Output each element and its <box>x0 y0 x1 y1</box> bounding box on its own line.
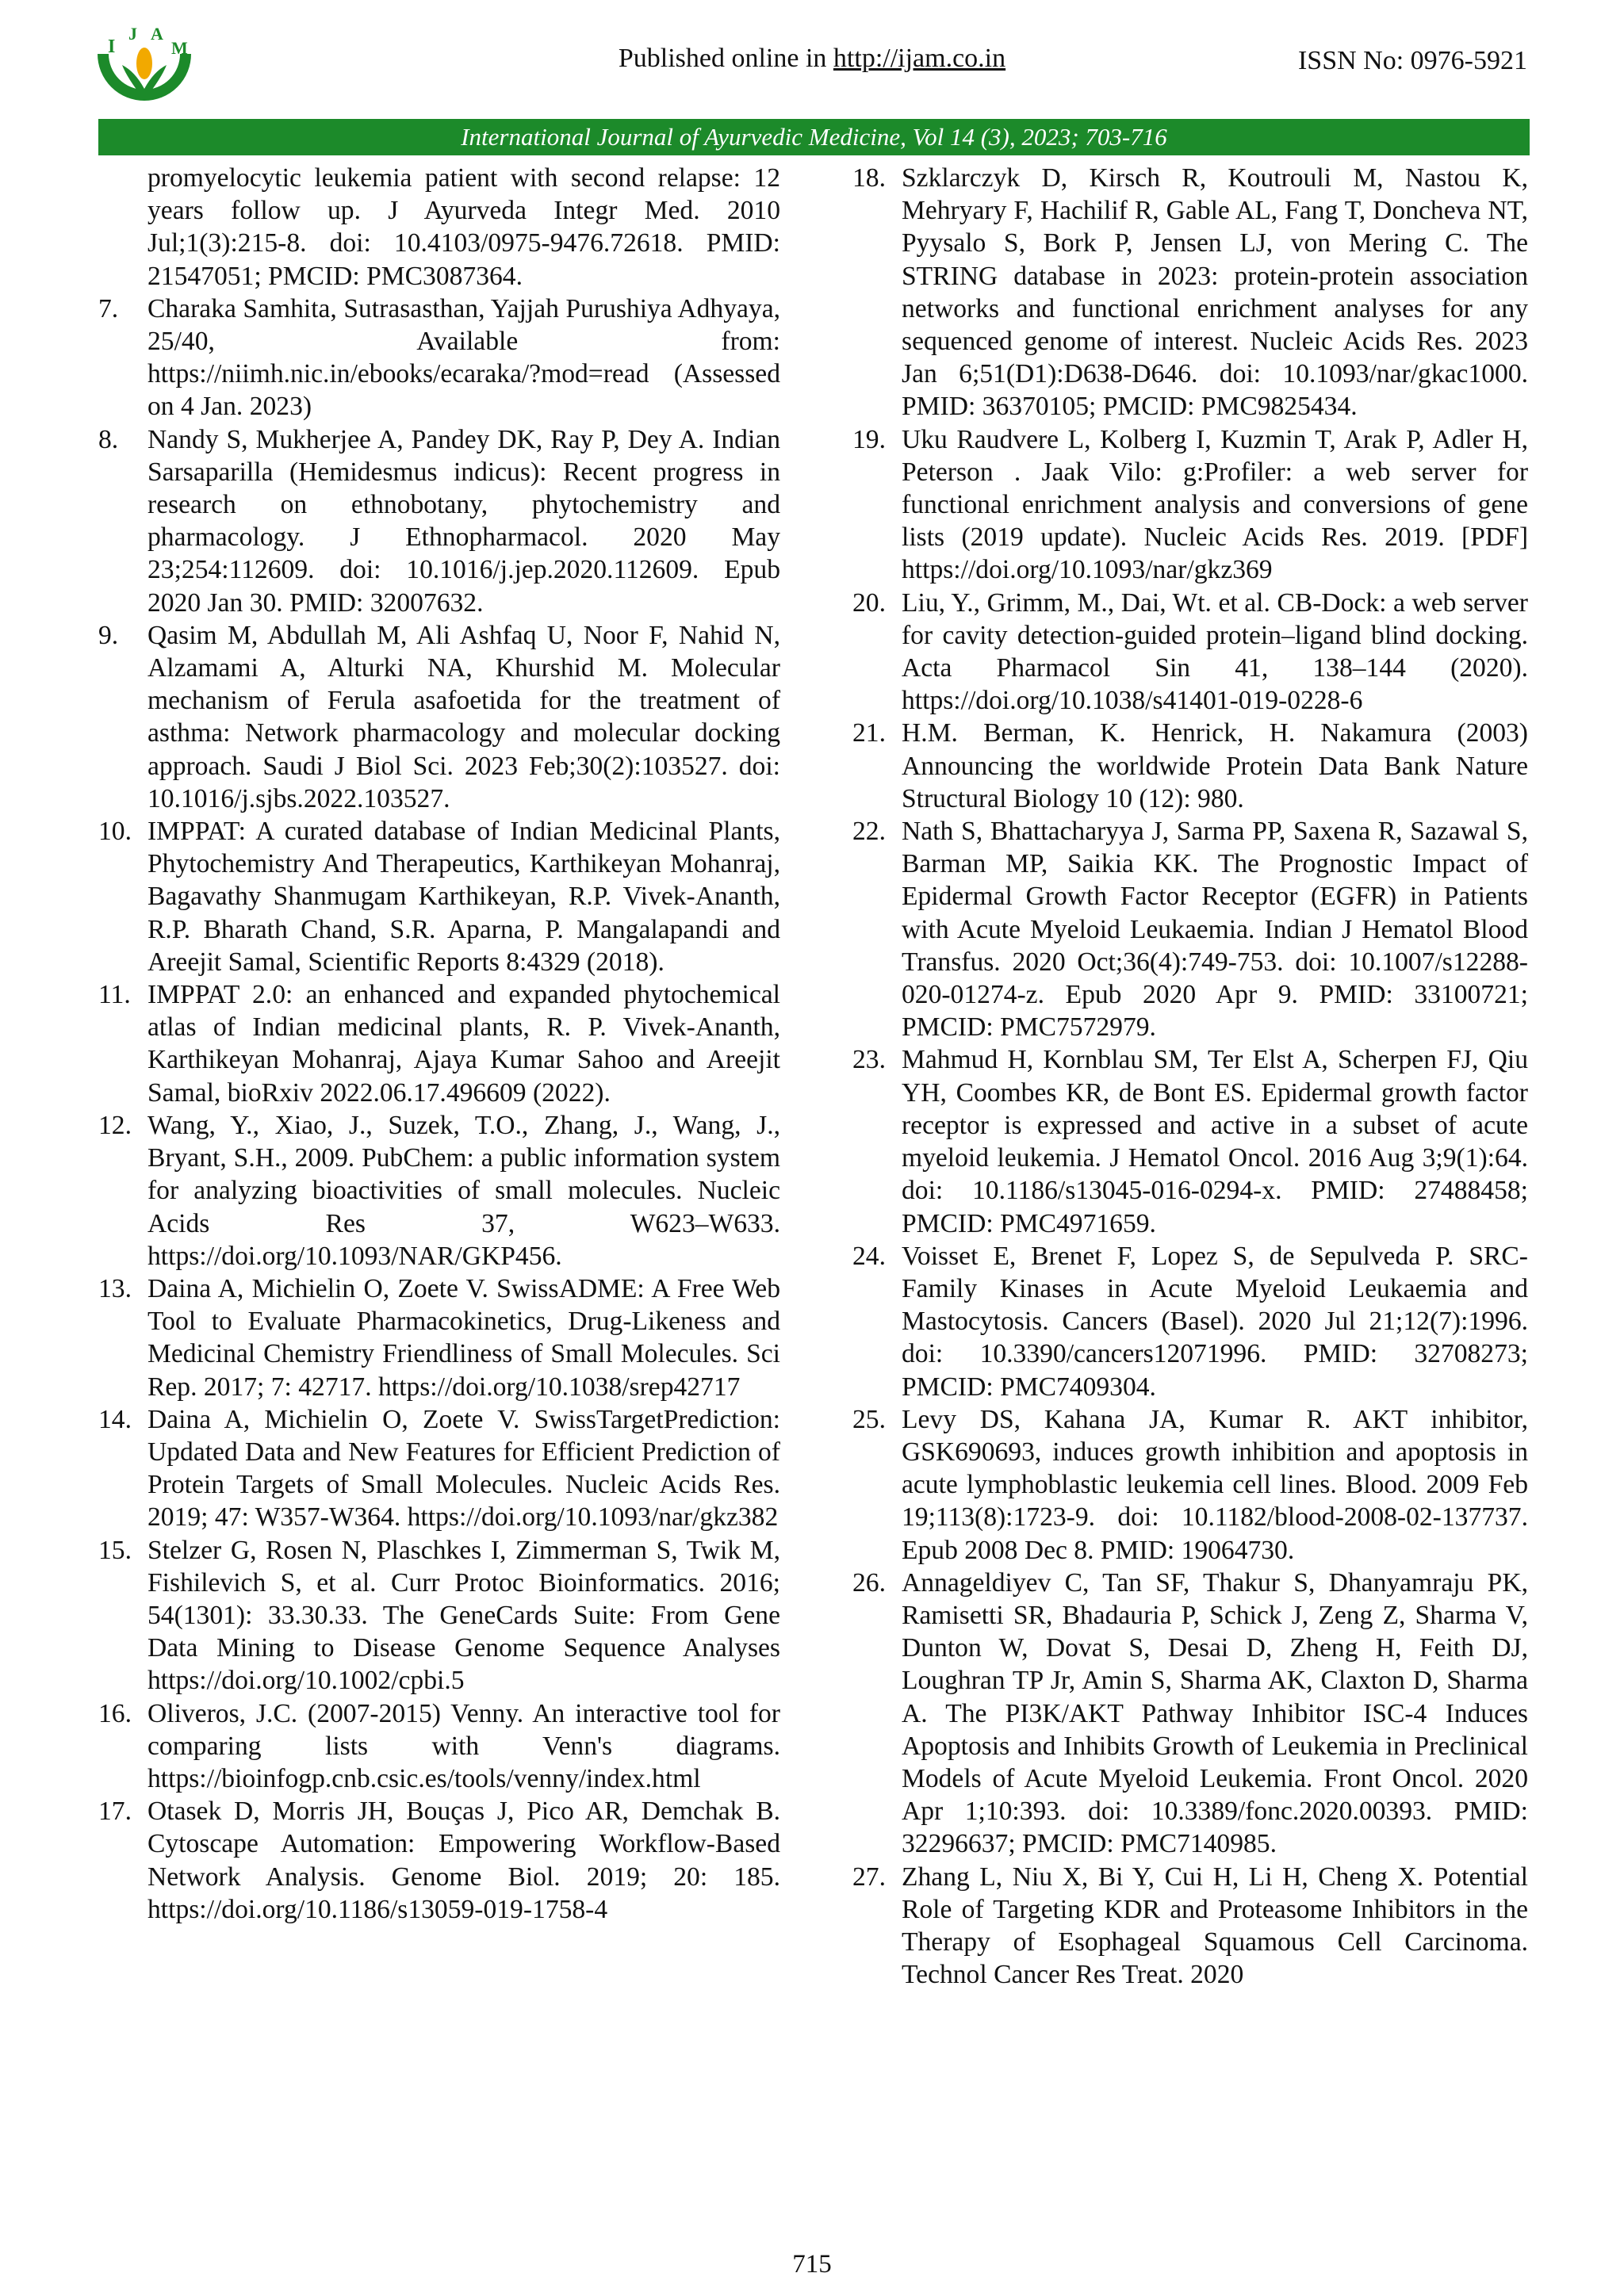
reference-number: 11. <box>98 980 131 1010</box>
reference-number: 21. <box>852 718 886 748</box>
logo-letter-i: I <box>108 36 116 57</box>
reference-text: Daina A, Michielin O, Zoete V. SwissADME: A Free Web Tool to Evaluate Pharmacokinetics, Drug-Likeness and Medicinal Chemistry Friendliness of Small Molecules. Sci Rep. 2017; 7: 42717. https://doi.org/10.1038/srep42717 <box>147 1273 780 1402</box>
reference-item <box>98 1697 780 1796</box>
journal-url-link[interactable]: http://ijam.co.in <box>833 44 1006 73</box>
reference-text: Oliveros, J.C. (2007-2015) Venny. An interactive tool for comparing lists with Venn's diagrams. https://bioinfogp.cnb.csic.es/tools/venny/index.html <box>147 1698 780 1793</box>
reference-text: Nath S, Bhattacharyya J, Sarma PP, Saxena R, Sazawal S, Barman MP, Saikia KK. The Prognostic Impact of Epidermal Growth Factor Receptor (EGFR) in Patients with Acute Myeloid Leukaemia. Indian J Hematol Blood Transfus. 2020 Oct;36(4):749-753. doi: 10.1007/s12288-020-01274-z. Epub 2020 Apr 9. PMID: 33100721; PMCID: PMC7572979. <box>902 817 1528 1043</box>
reference-item <box>98 423 780 619</box>
reference-item <box>852 1240 1528 1403</box>
reference-text: IMPPAT: A curated database of Indian Medicinal Plants, Phytochemistry And Therapeutics, Karthikeyan Mohanraj, Bagavathy Shanmugam Karthikeyan, R.P. Vivek-Ananth, R.P. Bharath Chand, S.R. Aparna, P. Mangalapandi and Areejit Samal, Scientific Reports 8:4329 (2018). <box>147 817 780 977</box>
reference-text: Stelzer G, Rosen N, Plaschkes I, Zimmerman S, Twik M, Fishilevich S, et al. Curr Protoc Bioinformatics. 2016; 54(1301): 33.30.33. The GeneCards Suite: From Gene Data Mining to Disease Genome Sequence Analyses https://doi.org/10.1002/cpbi.5 <box>147 1535 780 1696</box>
logo-letter-a: A <box>151 24 163 44</box>
reference-text: IMPPAT 2.0: an enhanced and expanded phytochemical atlas of Indian medicinal plants, R. P. Vivek-Ananth, Karthikeyan Mohanraj, Ajaya Kumar Sahoo and Areejit Samal, bioRxiv 2022.06.17.496609 (2022). <box>147 980 780 1108</box>
reference-text: Uku Raudvere L, Kolberg I, Kuzmin T, Arak P, Adler H, Peterson . Jaak Vilo: g:Profiler: a web server for functional enrichment analysis and conversions of gene lists (2019 update). Nucleic Acids Res. 2019. [PDF] https://doi.org/10.1093/nar/gkz369 <box>902 424 1528 585</box>
reference-text: Liu, Y., Grimm, M., Dai, Wt. et al. CB-Dock: a web server for cavity detection-guided protein–ligand blind docking. Acta Pharmacol Sin 41, 138–144 (2020). https://doi.org/10.1038/s41401-019-0228-6 <box>902 587 1528 716</box>
reference-item <box>852 162 1528 423</box>
reference-number: 19. <box>852 424 886 454</box>
reference-item <box>852 717 1528 815</box>
reference-number: 13. <box>98 1273 132 1303</box>
reference-text: Nandy S, Mukherjee A, Pandey DK, Ray P, Dey A. Indian Sarsaparilla (Hemidesmus indicus): Recent progress in research on ethnobotany, phytochemistry and pharmacology. J Ethnopharmacol. 2020 May 23;254:112609. doi: 10.1016/j.jep.2020.112609. Epub 2020 Jan 30. PMID: 32007632. <box>147 424 780 618</box>
reference-number: 10. <box>98 817 132 847</box>
reference-text: promyelocytic leukemia patient with second relapse: 12 years follow up. J Ayurveda Integr Med. 2010 Jul;1(3):215-8. doi: 10.4103/0975-9476.72618. PMID: 21547051; PMCID: PMC3087364. <box>147 163 780 291</box>
reference-number: 14. <box>98 1404 132 1434</box>
reference-number: 25. <box>852 1404 886 1434</box>
reference-item <box>98 619 780 815</box>
page-number: 715 <box>792 2250 832 2279</box>
logo-letter-m: M <box>171 38 188 58</box>
journal-banner: International Journal of Ayurvedic Medicine, Vol 14 (3), 2023; 703-716 <box>98 119 1530 155</box>
reference-item <box>98 162 780 293</box>
reference-item <box>852 815 1528 1043</box>
reference-text: H.M. Berman, K. Henrick, H. Nakamura (2003) Announcing the worldwide Protein Data Bank Nature Structural Biology 10 (12): 980. <box>902 718 1528 813</box>
reference-number: 9. <box>98 620 119 650</box>
reference-text: Otasek D, Morris JH, Bouças J, Pico AR, Demchak B. Cytoscape Automation: Empowering Workflow-Based Network Analysis. Genome Biol. 2019; 20: 185. https://doi.org/10.1186/s13059-019-1758-4 <box>147 1797 780 1924</box>
reference-number: 18. <box>852 163 886 193</box>
reference-item <box>98 1403 780 1534</box>
reference-text: Zhang L, Niu X, Bi Y, Cui H, Li H, Cheng X. Potential Role of Targeting KDR and Proteasome Inhibitors in the Therapy of Esophageal Squamous Cell Carcinoma. Technol Cancer Res Treat. 2020 <box>902 1862 1528 1990</box>
reference-item <box>98 1795 780 1926</box>
reference-text: Annageldiyev C, Tan SF, Thakur S, Dhanyamraju PK, Ramisetti SR, Bhadauria P, Schick J, Zeng Z, Sharma V, Dunton W, Dovat S, Desai D, Zheng H, Feith DJ, Loughran TP Jr, Amin S, Sharma AK, Claxton D, Sharma A. The PI3K/AKT Pathway Inhibitor ISC-4 Induces Apoptosis and Inhibits Growth of Leukemia in Preclinical Models of Acute Myeloid Leukemia. Front Oncol. 2020 Apr 1;10:393. doi: 10.3389/fonc.2020.00393. PMID: 32296637; PMCID: PMC7140985. <box>902 1567 1528 1859</box>
reference-number: 23. <box>852 1045 886 1075</box>
reference-text: Mahmud H, Kornblau SM, Ter Elst A, Scherpen FJ, Qiu YH, Coombes KR, de Bont ES. Epidermal growth factor receptor is expressed and active in a subset of acute myeloid leukemia. J Hematol Oncol. 2016 Aug 3;9(1):64. doi: 10.1186/s13045-016-0294-x. PMID: 27488458; PMCID: PMC4971659. <box>902 1045 1528 1238</box>
reference-item <box>852 423 1528 587</box>
reference-number: 12. <box>98 1110 132 1140</box>
reference-number: 17. <box>98 1797 132 1827</box>
reference-item <box>98 1534 780 1697</box>
reference-number: 24. <box>852 1241 886 1271</box>
references-left-column <box>98 162 780 1926</box>
reference-item <box>852 1043 1528 1239</box>
reference-number: 16. <box>98 1698 132 1728</box>
reference-item <box>98 978 780 1109</box>
reference-item <box>852 1567 1528 1861</box>
reference-item <box>852 587 1528 718</box>
reference-number: 8. <box>98 424 119 454</box>
reference-item <box>98 293 780 423</box>
published-prefix: Published online in <box>618 44 833 73</box>
reference-text: Szklarczyk D, Kirsch R, Koutrouli M, Nastou K, Mehryary F, Hachilif R, Gable AL, Fang T, Doncheva NT, Pyysalo S, Bork P, Jensen LJ, von Mering C. The STRING database in 2023: protein-protein association networks and functional enrichment analyses for any sequenced genome of interest. Nucleic Acids Res. 2023 Jan 6;51(D1):D638-D646. doi: 10.1093/nar/gkac1000. PMID: 36370105; PMCID: PMC9825434. <box>902 163 1528 422</box>
reference-item <box>98 1272 780 1403</box>
reference-number: 26. <box>852 1567 886 1598</box>
logo-letter-j: J <box>128 24 137 44</box>
reference-item <box>852 1861 1528 1992</box>
reference-text: Qasim M, Abdullah M, Ali Ashfaq U, Noor F, Nahid N, Alzamami A, Alturki NA, Khurshid M. Molecular mechanism of Ferula asafoetida for the treatment of asthma: Network pharmacology and molecular docking approach. Saudi J Biol Sci. 2023 Feb;30(2):103527. doi: 10.1016/j.sjbs.2022.103527. <box>147 620 780 813</box>
reference-text: Daina A, Michielin O, Zoete V. SwissTargetPrediction: Updated Data and New Features for Efficient Prediction of Protein Targets of Small Molecules. Nucleic Acids Res. 2019; 47: W357-W364. https://doi.org/10.1093/nar/gkz382 <box>147 1404 780 1533</box>
reference-number: 15. <box>98 1535 132 1565</box>
issn-number: ISSN No: 0976-5921 <box>1297 46 1527 75</box>
reference-item <box>852 1403 1528 1567</box>
reference-item <box>98 1109 780 1272</box>
reference-text: Levy DS, Kahana JA, Kumar R. AKT inhibitor, GSK690693, induces growth inhibition and apoptosis in acute lymphoblastic leukemia cell lines. Blood. 2009 Feb 19;113(8):1723-9. doi: 10.1182/blood-2008-02-137737. Epub 2008 Dec 8. PMID: 19064730. <box>902 1404 1528 1565</box>
reference-text: Voisset E, Brenet F, Lopez S, de Sepulveda P. SRC-Family Kinases in Acute Myeloid Leukaemia and Mastocytosis. Cancers (Basel). 2020 Jul 21;12(7):1996. doi: 10.3390/cancers12071996. PMID: 32708273; PMCID: PMC7409304. <box>902 1241 1528 1402</box>
reference-number: 7. <box>98 293 119 323</box>
reference-number: 27. <box>852 1862 886 1892</box>
reference-item <box>98 815 780 978</box>
reference-text: Wang, Y., Xiao, J., Suzek, T.O., Zhang, J., Wang, J., Bryant, S.H., 2009. PubChem: a public information system for analyzing bioactivities of small molecules. Nucleic Acids Res 37, W623–W633. https://doi.org/10.1093/NAR/GKP456. <box>147 1110 780 1271</box>
reference-number: 20. <box>852 587 886 618</box>
references-right-column <box>852 162 1528 1991</box>
reference-text: Charaka Samhita, Sutrasasthan, Yajjah Purushiya Adhyaya, 25/40, Available from: https://niimh.nic.in/ebooks/ecaraka/?mod=read (Assessed on 4 Jan. 2023) <box>147 293 780 422</box>
reference-number: 22. <box>852 817 886 847</box>
